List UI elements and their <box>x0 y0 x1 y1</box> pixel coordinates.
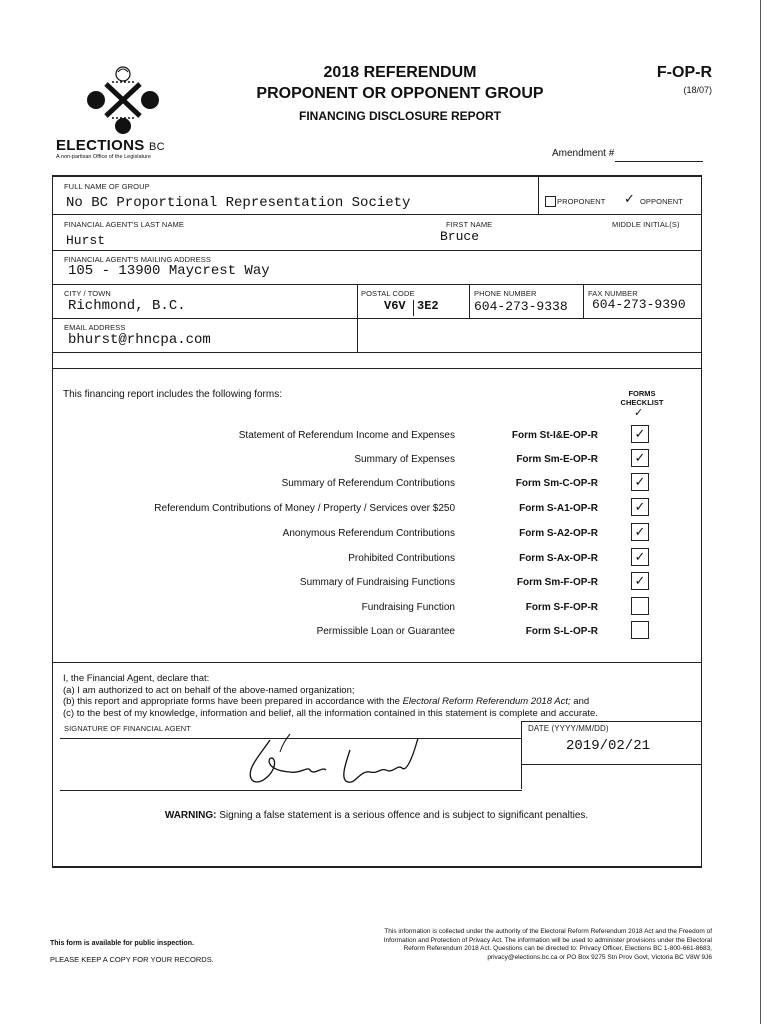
form-row-checkbox[interactable]: ✓ <box>631 548 649 566</box>
form-version: (18/07) <box>683 85 712 95</box>
form-row-checkbox[interactable] <box>631 597 649 615</box>
mailing-address-value[interactable]: 105 - 13900 Maycrest Way <box>68 263 270 279</box>
form-row-checkbox[interactable]: ✓ <box>631 523 649 541</box>
form-row-desc: Referendum Contributions of Money / Property / Services over $250 <box>154 503 455 514</box>
form-row-code: Form S-L-OP-R <box>525 626 598 637</box>
org-name: ELECTIONS BC <box>56 137 165 154</box>
form-row-checkbox[interactable]: ✓ <box>631 473 649 491</box>
proponent-label: PROPONENT <box>557 197 606 206</box>
form-row-checkbox[interactable]: ✓ <box>631 425 649 443</box>
fax-label: FAX NUMBER <box>588 289 638 298</box>
form-row-desc: Summary of Referendum Contributions <box>281 478 455 489</box>
agent-last-name-label: FINANCIAL AGENT'S LAST NAME <box>64 220 184 229</box>
form-row-code: Form S-F-OP-R <box>525 602 598 613</box>
org-tagline: A non-partisan Office of the Legislature <box>56 154 151 160</box>
form-row-desc: Prohibited Contributions <box>348 553 455 564</box>
declaration-line-1: (a) I am authorized to act on behalf of the above-named organization; <box>63 684 355 696</box>
city-label: CITY / TOWN <box>64 289 111 298</box>
mailing-address-label: FINANCIAL AGENT'S MAILING ADDRESS <box>64 255 211 264</box>
title-line-2: PROPONENT OR OPPONENT GROUP <box>256 85 544 102</box>
full-name-value[interactable]: No BC Proportional Representation Society <box>66 195 411 211</box>
form-row-code: Form Sm-F-OP-R <box>516 577 598 588</box>
first-name-label: FIRST NAME <box>446 220 493 229</box>
form-row-checkbox[interactable] <box>631 621 649 639</box>
forms-intro: This financing report includes the following forms: <box>63 389 282 400</box>
date-label: DATE (YYYY/MM/DD) <box>528 724 609 733</box>
phone-label: PHONE NUMBER <box>474 289 537 298</box>
footer-privacy-notice: This information is collected under the authority of the Electoral Reform Referendum 2018 Act and the Freedom of Information and Protection of Privacy Act. The information will be used to administer provisions under the Electoral Reform Referendum 2018 Act. Questions can be directed to: Privacy Officer, Elections BC 1-800-661-8683, privacy@elections.bc.ca or PO Box 9275 Stn Prov Govt, Victoria BC V8W 9J6 <box>383 928 712 961</box>
form-row-code: Form Sm-E-OP-R <box>516 454 598 465</box>
form-row-desc: Fundraising Function <box>361 602 455 613</box>
form-row-code: Form Sm-C-OP-R <box>515 478 598 489</box>
opponent-checkmark[interactable]: ✓ <box>624 191 635 206</box>
form-row-checkbox[interactable]: ✓ <box>631 572 649 590</box>
proponent-checkbox[interactable] <box>545 196 556 207</box>
amendment-field[interactable] <box>615 161 703 162</box>
form-row-code: Form S-Ax-OP-R <box>519 553 598 564</box>
elections-bc-logo <box>78 60 168 140</box>
declaration-text <box>63 673 693 719</box>
postal-code-value-b[interactable]: 3E2 <box>417 299 439 313</box>
opponent-label: OPPONENT <box>640 197 683 206</box>
footer-public-notice: This form is available for public inspection. <box>50 940 194 947</box>
form-row-code: Form St-I&E-OP-R <box>511 430 598 441</box>
postal-code-value-a[interactable]: V6V <box>384 299 406 313</box>
declaration-line-2: (b) this report and appropriate forms have been prepared in accordance with the Electoral Reform Referendum 2018 Act; and <box>63 696 590 707</box>
email-value[interactable]: bhurst@rhncpa.com <box>68 332 211 348</box>
city-value[interactable]: Richmond, B.C. <box>68 298 186 314</box>
signature-field[interactable] <box>230 730 470 792</box>
footer-keep-copy: PLEASE KEEP A COPY FOR YOUR RECORDS. <box>50 955 214 964</box>
form-row-checkbox[interactable]: ✓ <box>631 449 649 467</box>
agent-last-name-value[interactable]: Hurst <box>66 233 106 248</box>
amendment-label: Amendment # <box>552 148 615 159</box>
fax-value[interactable]: 604-273-9390 <box>592 297 686 312</box>
checklist-header-mark: ✓ <box>634 407 644 419</box>
form-row-desc: Summary of Expenses <box>354 454 455 465</box>
forms-checklist-label-1: FORMS <box>628 389 656 398</box>
signature-label: SIGNATURE OF FINANCIAL AGENT <box>64 724 191 733</box>
first-name-value[interactable]: Bruce <box>440 229 480 244</box>
form-row-desc: Statement of Referendum Income and Expenses <box>238 430 455 441</box>
declaration-line-0: I, the Financial Agent, declare that: <box>63 673 210 684</box>
form-row-desc: Summary of Fundraising Functions <box>299 577 455 588</box>
phone-value[interactable]: 604-273-9338 <box>474 299 568 314</box>
form-row-code: Form S-A1-OP-R <box>519 503 598 514</box>
date-value[interactable]: 2019/02/21 <box>566 738 651 754</box>
declaration-line-3: (c) to the best of my knowledge, information and belief, all the information contained in this statement is complete and accurate. <box>63 707 598 719</box>
page-edge-line <box>760 0 761 1024</box>
form-code: F-OP-R <box>656 64 712 81</box>
middle-initial-label: MIDDLE INITIAL(S) <box>612 220 680 229</box>
form-row-code: Form S-A2-OP-R <box>519 528 598 539</box>
form-row-desc: Anonymous Referendum Contributions <box>282 528 455 539</box>
email-label: EMAIL ADDRESS <box>64 323 126 332</box>
full-name-label: FULL NAME OF GROUP <box>64 182 150 191</box>
form-row-desc: Permissible Loan or Guarantee <box>316 626 455 637</box>
warning-text: WARNING: Signing a false statement is a serious offence and is subject to significant penalties. <box>164 810 589 821</box>
form-row-checkbox[interactable]: ✓ <box>631 498 649 516</box>
title-line-3: FINANCING DISCLOSURE REPORT <box>298 109 501 123</box>
postal-code-label: POSTAL CODE <box>361 289 415 298</box>
forms-checklist-label-2: CHECKLIST <box>620 398 664 407</box>
title-line-1: 2018 REFERENDUM <box>323 64 477 81</box>
